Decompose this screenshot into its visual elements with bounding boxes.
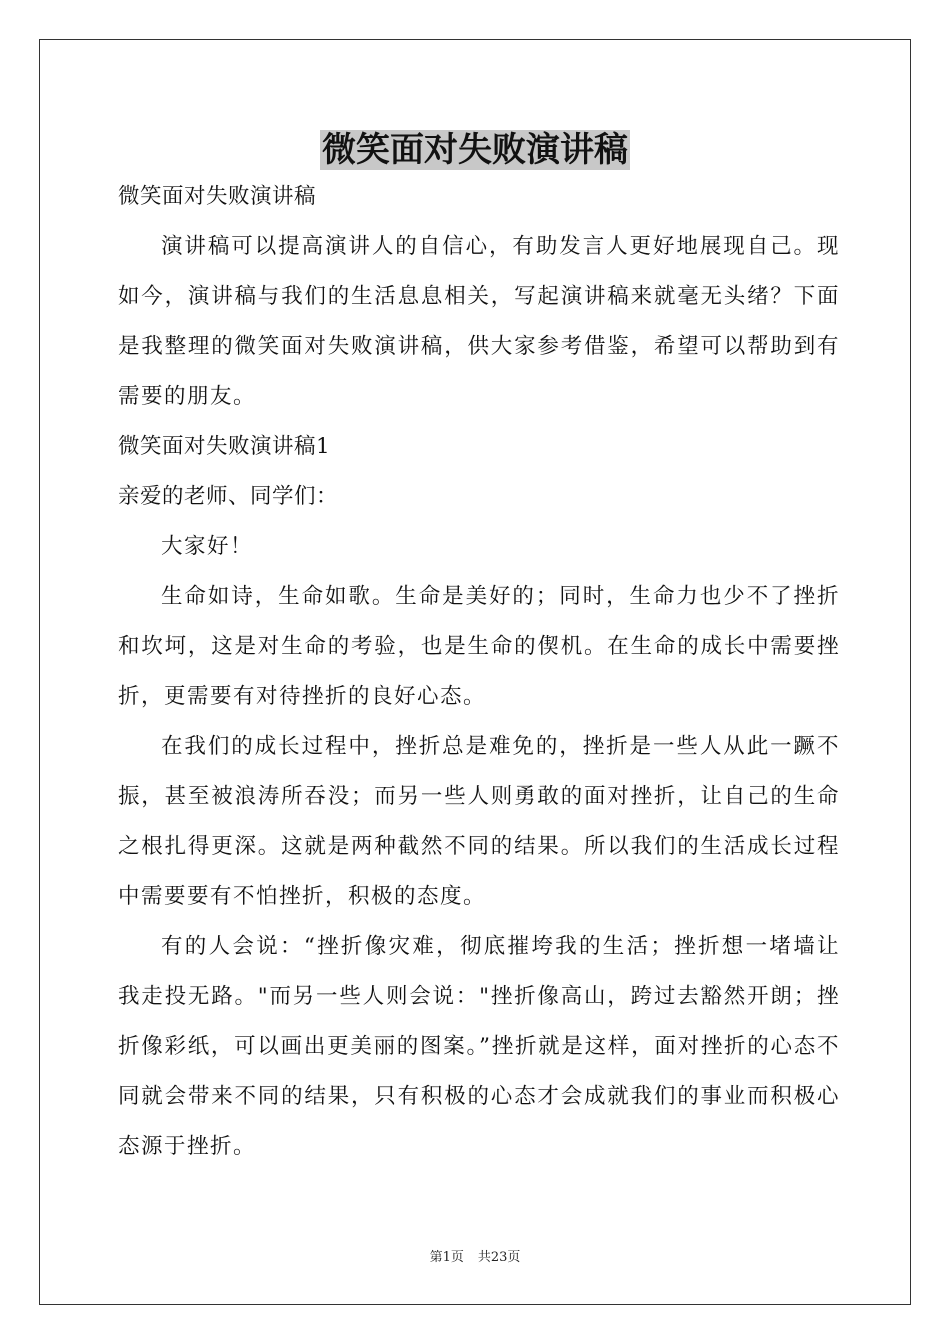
body-paragraph-1: 生命如诗，生命如歌。生命是美好的；同时，生命力也少不了挫折和坎坷，这是对生命的考验，也是生命的偰机。在生命的成长中需要挫折，更需要有对待挫折的良好心态。: [118, 584, 840, 709]
salutation: 亲爱的老师、同学们：: [118, 484, 339, 509]
section-heading: 微笑面对失败演讲稿1: [118, 434, 331, 459]
page-number: 第1页: [429, 1250, 464, 1265]
page-total: 共23页: [477, 1250, 521, 1265]
document-body: [118, 172, 840, 1172]
intro-paragraph: 演讲稿可以提高演讲人的自信心，有助发言人更好地展现自己。现如今，演讲稿与我们的生活息息相关，写起演讲稿来就毫无头绪？下面是我整理的微笑面对失败演讲稿，供大家参考借鉴，希望可以帮助到有需要的朋友。: [118, 234, 840, 409]
body-paragraph-2: 在我们的成长过程中，挫折总是难免的，挫折是一些人从此一蹶不振，甚至被浪涛所吞没；而另一些人则勇敢的面对挫折，让自己的生命之根扎得更深。这就是两种截然不同的结果。所以我们的生活成长过程中需要要有不怕挫折，积极的态度。: [118, 734, 840, 909]
document-title-text: 微笑面对失败演讲稿: [322, 130, 628, 170]
document-subtitle: 微笑面对失败演讲稿: [118, 184, 317, 209]
page-footer: [0, 1246, 950, 1265]
greeting: 大家好！: [161, 534, 254, 559]
document-title: [0, 122, 950, 178]
body-paragraph-3: 有的人会说：“挫折像灾难，彻底摧垮我的生活；挫折想一堵墙让我走投无路。"而另一些人则会说："挫折像高山，跨过去豁然开朗；挫折像彩纸，可以画出更美丽的图案。”挫折就是这样，面对挫折的心态不同就会带来不同的结果，只有积极的心态才会成就我们的事业而积极心态源于挫折。: [118, 934, 840, 1159]
